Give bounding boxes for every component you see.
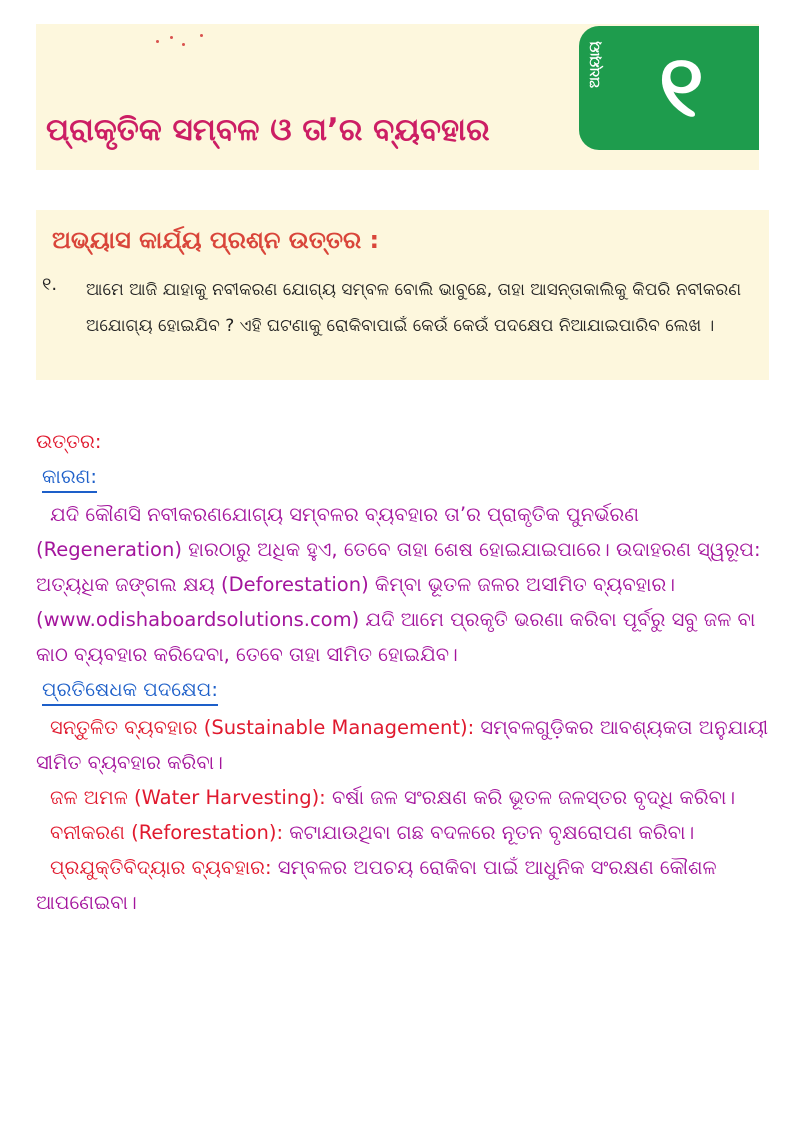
reason-text: ଯଦି କୌଣସି ନବୀକରଣଯୋଗ୍ୟ ସମ୍ବଳର ବ୍ୟବହାର ତା’ର ପ୍ରାକୃତିକ ପୁନର୍ଭରଣ (Regeneration) ହାରଠାରୁ ଅଧିକ ହୁଏ, ତେବେ ତାହା ଶେଷ ହୋଇଯାଇପାରେ। ଉଦାହରଣ ସ୍ୱରୂପ: ଅତ୍ୟଧିକ ଜଙ୍ଗଲ କ୍ଷୟ (Deforestation) କିମ୍ବା ଭୂତଳ ଜଳର ଅସୀମିତ ବ୍ୟବହାର।(www.odishaboardsolutions.com) ଯଦି ଆମେ ପ୍ରକୃତି ଭରଣା କରିବା ପୂର୍ବରୁ ସବୁ ଜଳ ବା କାଠ ବ୍ୟବହାର କରିଦେବା, ତେବେ ତାହା ସୀମିତ ହୋଇଯିବ। xyxy=(36,503,761,666)
measure-item xyxy=(36,815,776,850)
measure-text: ସମ୍ବଳର ଅପଚୟ ରୋକିବା ପାଇଁ ଆଧୁନିକ ସଂରକ୍ଷଣ କୌଶଳ ଆପଣେଇବା। xyxy=(36,856,717,914)
answer-section xyxy=(36,424,776,920)
measure-text: ସମ୍ବଳଗୁଡ଼ିକର ଆବଶ୍ୟକତା ଅନୁଯାୟୀ ସୀମିତ ବ୍ୟବହାର କରିବା। xyxy=(36,716,769,774)
measure-text: କଟାଯାଉଥିବା ଗଛ ବଦଳରେ ନୂତନ ବୃକ୍ଷରୋପଣ କରିବା। xyxy=(289,821,695,844)
measure-text: ବର୍ଷା ଜଳ ସଂରକ୍ଷଣ କରି ଭୂତଳ ଜଳସ୍ତର ବୃଦ୍ଧି କରିବା। xyxy=(331,786,736,809)
measure-term: ସନ୍ତୁଳିତ ବ୍ୟବହାର (Sustainable Management): xyxy=(50,716,475,739)
measure-item xyxy=(36,850,776,920)
exercise-heading: ଅଭ୍ୟାସ କାର୍ଯ୍ୟ ପ୍ରଶ୍ନ ଉତ୍ତର : xyxy=(52,226,380,254)
measures-heading: ପ୍ରତିଷେଧକ ପଦକ୍ଷେପ: xyxy=(42,676,218,706)
measure-term: ପ୍ରଯୁକ୍ତିବିଦ୍ୟାର ବ୍ୟବହାର: xyxy=(50,856,272,879)
question-text: ଆମେ ଆଜି ଯାହାକୁ ନବୀକରଣ ଯୋଗ୍ୟ ସମ୍ବଳ ବୋଲି ଭାବୁଛେ, ତାହା ଆସନ୍ତାକାଲିକୁ କିପରି ନବୀକରଣ ଅଯୋଗ୍ୟ ହୋଇଯିବ ? ଏହି ଘଟଣାକୁ ରୋକିବାପାଇଁ କେଉଁ କେଉଁ ପଦକ୍ଷେପ ନିଆଯାଇପାରିବ ଲେଖ । xyxy=(86,280,742,336)
measure-item xyxy=(36,780,776,815)
exercise-question-panel xyxy=(36,210,769,380)
reason-paragraph xyxy=(36,497,776,672)
chapter-badge-label: ଅଧ୍ୟାୟ xyxy=(587,41,603,88)
reason-heading: କାରଣ: xyxy=(42,463,97,493)
question-number: ୧. xyxy=(42,274,58,295)
measure-term: ଜଳ ଅମଳ (Water Harvesting): xyxy=(50,786,326,809)
measure-item xyxy=(36,710,776,780)
answer-label: ଉତ୍ତର: xyxy=(36,430,102,453)
chapter-number: ୧ xyxy=(659,37,704,137)
chapter-badge xyxy=(579,26,759,150)
chapter-title: ପ୍ରାକୃତିକ ସମ୍ବଳ ଓ ତା’ର ବ୍ୟବହାର xyxy=(46,112,490,148)
decorative-dots xyxy=(156,34,216,48)
measure-term: ବନୀକରଣ (Reforestation): xyxy=(50,821,284,844)
